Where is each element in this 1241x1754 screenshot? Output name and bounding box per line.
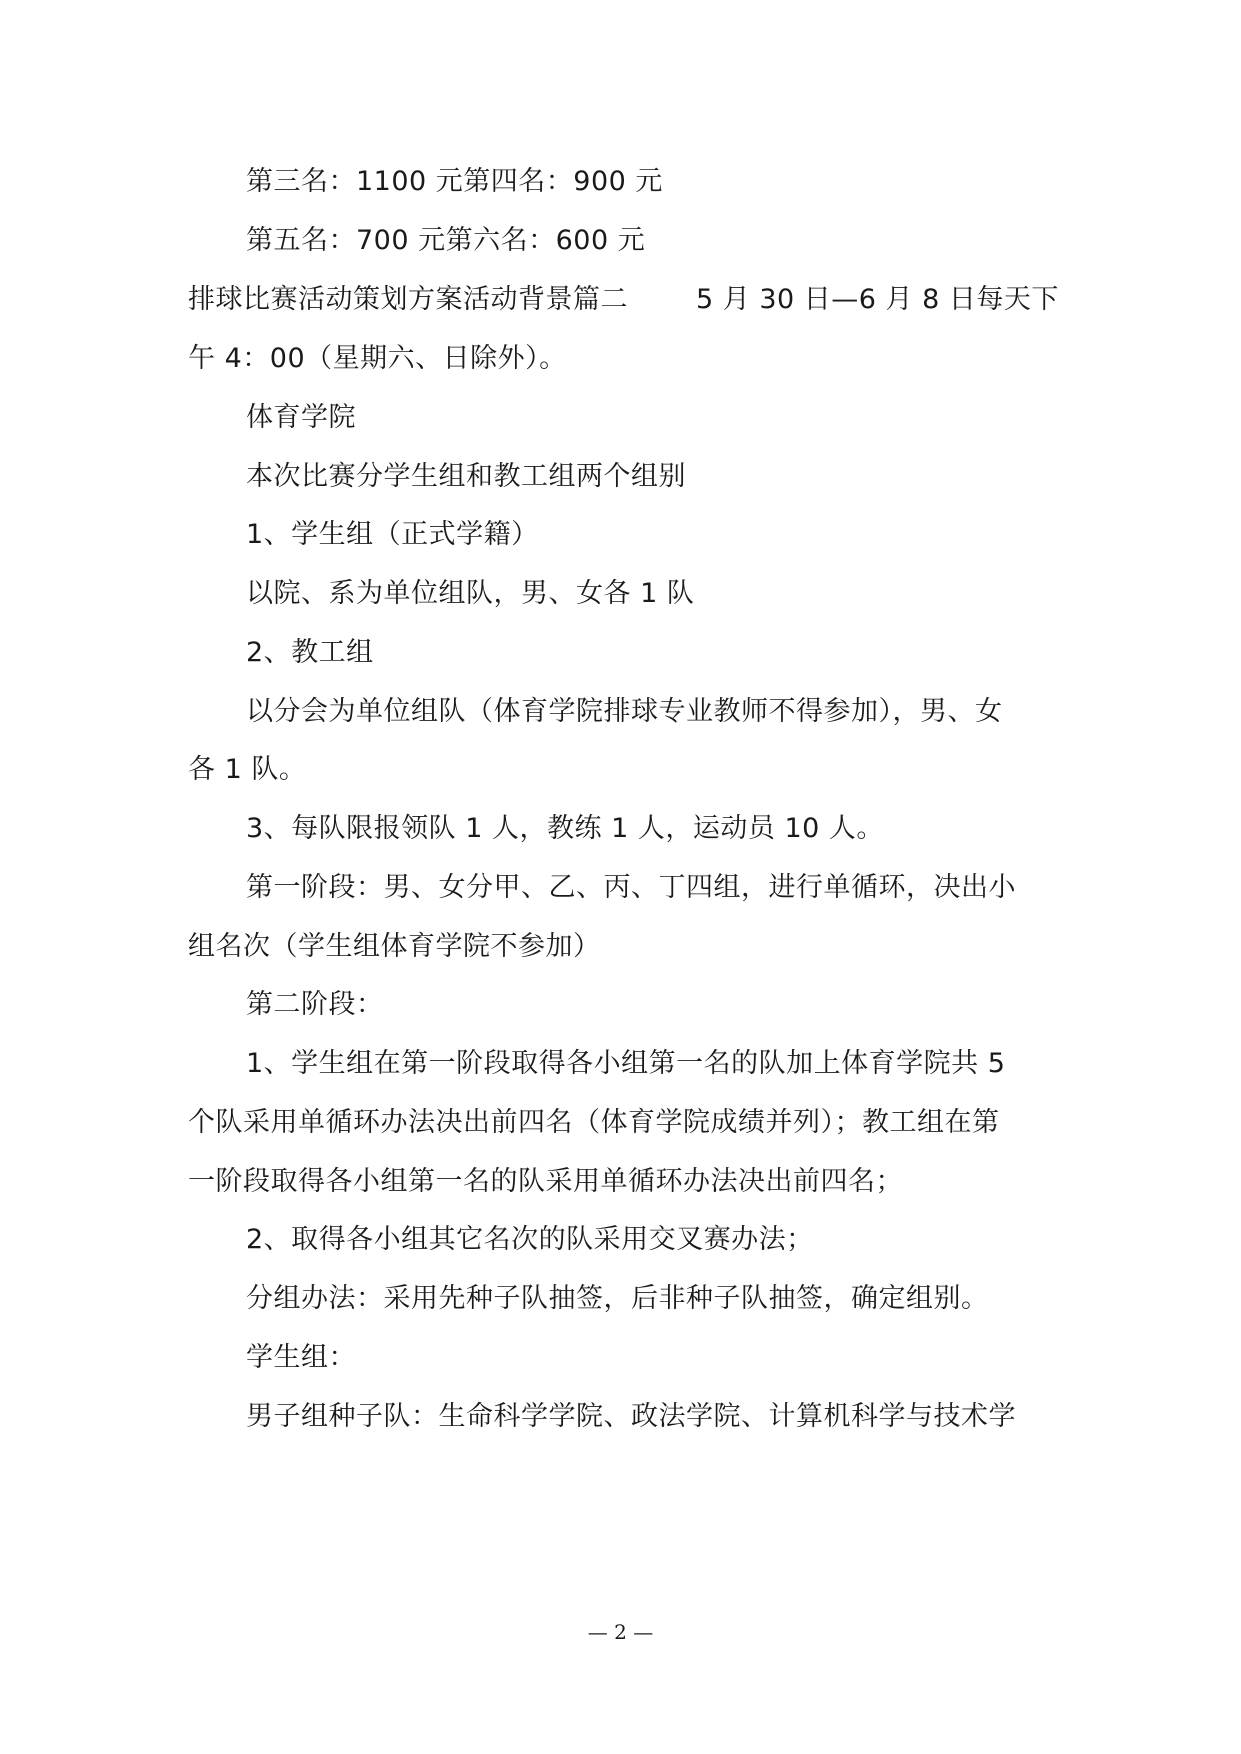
paragraph-line: 2、教工组 (246, 637, 374, 668)
paragraph-line: 分组办法：采用先种子队抽签，后非种子队抽签，确定组别。 (246, 1283, 989, 1314)
paragraph-line: 一阶段取得各小组第一名的队采用单循环办法决出前四名； (188, 1166, 903, 1197)
paragraph-line: 个队采用单循环办法决出前四名（体育学院成绩并列）；教工组在第 (188, 1107, 1000, 1138)
paragraph-line: 以院、系为单位组队，男、女各 1 队 (246, 578, 695, 609)
paragraph-line: 男子组种子队：生命科学学院、政法学院、计算机科学与技术学 (246, 1401, 1016, 1432)
paragraph-line: 各 1 队。 (188, 754, 307, 785)
paragraph-line: 1、学生组在第一阶段取得各小组第一名的队加上体育学院共 5 (246, 1048, 1006, 1079)
section-heading: 排球比赛活动策划方案活动背景篇二 (188, 284, 628, 315)
paragraph-line: 体育学院 (246, 402, 356, 433)
paragraph-line: 午 4：00（星期六、日除外）。 (188, 343, 567, 374)
paragraph-line: 以分会为单位组队（体育学院排球专业教师不得参加），男、女 (246, 696, 1003, 727)
paragraph-line: 第五名：700 元第六名：600 元 (246, 225, 646, 256)
paragraph-line: 第二阶段： (246, 989, 384, 1020)
paragraph-line: 本次比赛分学生组和教工组两个组别 (246, 461, 686, 492)
page-number: — 2 — (587, 1620, 654, 1644)
paragraph-line (188, 280, 1059, 320)
paragraph-line: 3、每队限报领队 1 人，教练 1 人，运动员 10 人。 (246, 813, 884, 844)
paragraph-line: 组名次（学生组体育学院不参加） (188, 931, 601, 962)
paragraph-line: 第三名：1100 元第四名：900 元 (246, 166, 663, 197)
paragraph-line: 学生组： (246, 1342, 356, 1373)
paragraph-line: 第一阶段：男、女分甲、乙、丙、丁四组，进行单循环，决出小 (246, 872, 1016, 903)
paragraph-line: 2、取得各小组其它名次的队采用交叉赛办法； (246, 1224, 814, 1255)
paragraph-text: 5 月 30 日—6 月 8 日每天下 (696, 284, 1059, 315)
paragraph-line: 1、学生组（正式学籍） (246, 519, 539, 550)
